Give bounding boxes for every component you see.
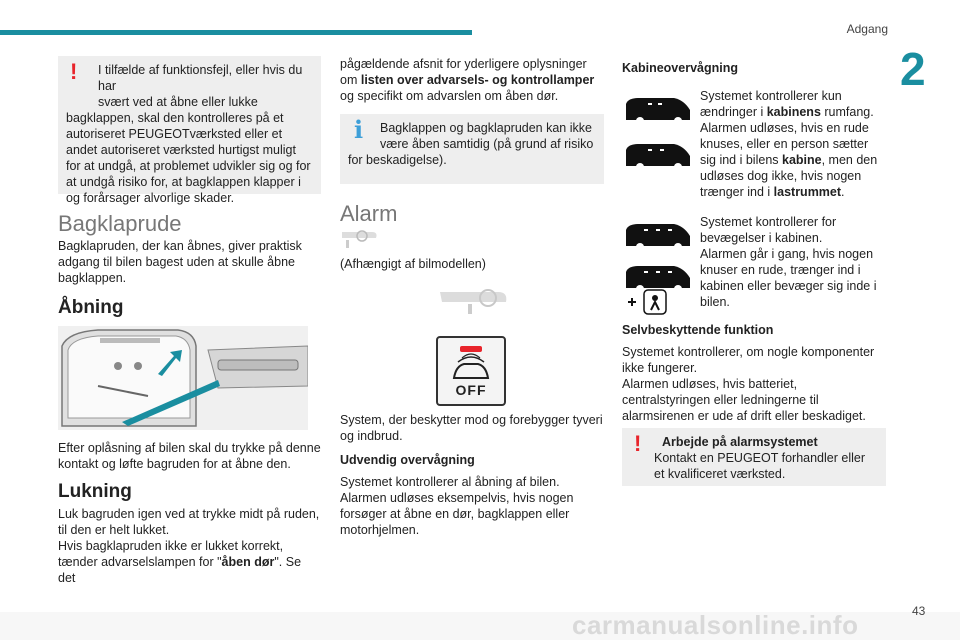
- alarm-warning-line: Kontakt en PEUGEOT forhandler eller et kvalificeret værksted.: [654, 451, 865, 481]
- van-icon-1: [624, 94, 692, 130]
- model-note: (Afhængigt af bilmodellen): [340, 257, 486, 271]
- van-icon-2: [624, 140, 692, 176]
- warning-line-2: svært ved at åbne eller lukke: [98, 95, 258, 109]
- column-3: [622, 56, 886, 481]
- warning-icon: !: [634, 431, 642, 456]
- watermark: carmanualsonline.info: [572, 610, 859, 640]
- section-body: Bagklapruden, der kan åbnes, giver praktisk adgang til bilen bagest uden at skulle åbne bagklappen.: [58, 239, 302, 285]
- self-body-1: Systemet kontrollerer, om nogle komponenter ikke fungerer.: [622, 345, 875, 375]
- van-icon-3: [624, 220, 692, 256]
- opening-body: Efter oplåsning af bilen skal du trykke på denne kontakt og løfte bagruden for at åbne den.: [58, 441, 321, 471]
- ext-monitoring-title: Udvendig overvågning: [340, 453, 475, 467]
- warning-text: bagklappen, skal den kontrolleres på et autoriseret PEUGEOTværksted eller et andet autoriseret værksted hurtigst muligt for at undgå, at problemet udvikler sig og for at undgå risiko for, at bagklappen klapper i og forårsager alvorlige skader.: [66, 111, 311, 205]
- cabin-monitoring-title: Kabineovervågning: [622, 61, 738, 75]
- ext-body-2: Alarmen udløses eksempelvis, hvis nogen forsøger at åbne en dør, bagklappen eller motorhjelmen.: [340, 491, 574, 537]
- column-1: [58, 56, 321, 586]
- section-title-bagklaprude: Bagklaprude: [58, 211, 182, 236]
- chapter-number: 2: [900, 43, 926, 95]
- dashboard-small-icon: [340, 228, 380, 254]
- self-protect-title: Selvbeskyttende funktion: [622, 323, 774, 337]
- alarm-title: Alarm: [340, 201, 398, 226]
- alarm-body: System, der beskytter mod og forebygger tyveri og indbrud.: [340, 413, 603, 443]
- alarm-warning-box: [622, 428, 886, 486]
- alarm-off-button[interactable]: [436, 336, 506, 406]
- continued-text: pågældende afsnit for yderligere oplysninger om listen over advarsels- og kontrollamper og specifikt om advarslen om åben dør.: [340, 57, 595, 103]
- column-2: [340, 56, 604, 537]
- closing-title: Lukning: [58, 481, 132, 502]
- cabin-text-1: Systemet kontrollerer kun ændringer i kabinens rumfang. Alarmen udløses, hvis en rude knuses, eller en person sætter sig ind i bilens kabine, men den udløses dog ikke, hvis nogen trænger ind i lastrummet.: [700, 89, 878, 199]
- alarm-warning-title: Arbejde på alarmsystemet: [662, 435, 818, 449]
- warning-line-1: I tilfælde af funktionsfejl, eller hvis du har: [98, 63, 303, 93]
- page-number: 43: [912, 604, 926, 618]
- ext-body-1: Systemet kontrollerer al åbning af bilen.: [340, 475, 560, 489]
- cabin-text-2: Systemet kontrollerer for bevægelser i kabinen. Alarmen går i gang, hvis nogen knuser en rude, trænger ind i kabinen eller bevæger sig inde i bilen.: [700, 215, 877, 309]
- self-body-2: Alarmen udløses, hvis batteriet, centralstyringen eller ledningerne til alarmsirenen er ude af drift eller beskadiget.: [622, 377, 866, 423]
- dashboard-illustration: [438, 286, 510, 318]
- info-icon: i: [354, 115, 364, 144]
- rear-window-illustration: [58, 326, 308, 430]
- motion-sensor-icon: [626, 288, 670, 320]
- opening-title: Åbning: [58, 297, 124, 318]
- closing-body-1: Luk bagruden igen ved at trykke midt på ruden, til den er helt lukket.: [58, 507, 320, 537]
- top-accent-bar: [0, 30, 472, 35]
- info-line-1: Bagklappen og bagklapruden kan ikke: [380, 121, 592, 135]
- closing-body-2: Hvis bagklapruden ikke er lukket korrekt, tænder advarselslampen for "åben dør". Se det: [58, 539, 302, 585]
- chapter-name: Adgang: [846, 22, 888, 36]
- warning-box: [58, 56, 321, 205]
- off-label: OFF: [455, 382, 487, 398]
- warning-icon: !: [70, 59, 78, 84]
- info-box: [340, 114, 604, 184]
- info-line-2: være åben samtidig (på grund af risiko: [380, 137, 594, 151]
- info-text: for beskadigelse).: [348, 153, 447, 167]
